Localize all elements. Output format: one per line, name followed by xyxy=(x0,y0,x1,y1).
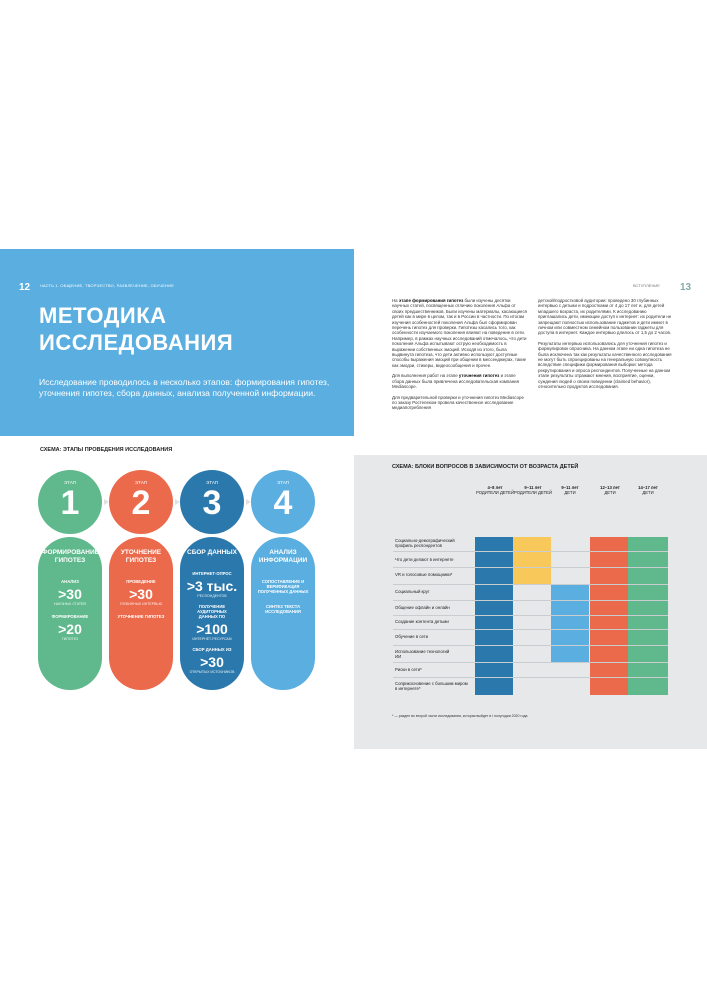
stage-2-metric-1-note: ГЛУБИННЫХ ИНТЕРВЬЮ xyxy=(119,602,163,606)
stage-4-metric-1-label: СОПОСТАВЛЕНИЕ И ВЕРИФИКАЦИЯ ПОЛУЧЕННЫХ ДАННЫХ xyxy=(257,579,309,594)
row-label: Риски в сети* xyxy=(395,667,422,672)
stage-2-metric-2-label: УТОЧНЕНИЕ ГИПОТЕЗ xyxy=(117,614,165,619)
stage-1-circle xyxy=(38,470,102,534)
row-label: Что дети делают в интернете xyxy=(395,557,454,562)
paragraph: Для предварительной проверки и уточнения гипотез Mediascope по заказу Ростелеком провела качественное исследование медиапотребления xyxy=(392,394,524,411)
stage-3-metric-3-label: СБОР ДАННЫХ ИЗ xyxy=(192,647,232,652)
column-header: 12–13 лет ДЕТИ xyxy=(600,485,620,495)
page-number-left: 12 xyxy=(19,282,31,293)
row-divider xyxy=(393,600,668,601)
row-label: Общение офлайн и онлайн xyxy=(395,605,450,610)
stage-1-label: ЭТАП xyxy=(63,480,77,485)
stage-3-number: 3 xyxy=(202,484,222,522)
stage-2-label: ЭТАП xyxy=(134,480,148,485)
stage-4-heading: АНАЛИЗ ИНФОРМАЦИИ xyxy=(258,549,308,564)
block-4-8-parents xyxy=(475,537,513,695)
scheme-stages-title: СХЕМА: ЭТАПЫ ПРОВЕДЕНИЯ ИССЛЕДОВАНИЯ xyxy=(40,447,173,453)
paragraph: детской/подростковой аудитории: проведено 30 глубинных интервью с детьми и подростками от 4 до 17 лет и, для детей младшего возраста, их родителями. К исследованию приглашались дети, имеющие доступ к интернет: их родители не запрещают полностью использование гаджетов и дети имеют в личном или совместном семейном пользовании гаджеты для доступа в интернет. Каждое интервью длилось от 1,5 до 2 часов. xyxy=(538,298,672,336)
stage-1-heading: ФОРМИРОВАНИЕ ГИПОТЕЗ xyxy=(42,549,100,564)
stage-2-number: 2 xyxy=(131,484,151,522)
row-divider xyxy=(393,615,668,616)
stage-3-metric-1-note: РЕСПОНДЕНТОВ xyxy=(197,594,227,598)
stage-3-label: ЭТАП xyxy=(205,480,219,485)
stage-1-number: 1 xyxy=(60,484,80,522)
footnote: * — раздел во второй части исследования, которая выйдет в I полугодии 2020 года xyxy=(392,714,528,718)
stage-4-metric-2-label: СИНТЕЗ ТЕКСТА ИССЛЕДОВАНИЯ xyxy=(265,604,301,614)
column-header: 9–11 лет ДЕТИ xyxy=(561,485,579,495)
block-12-13-children xyxy=(590,537,628,695)
row-label: Создание контента детьми xyxy=(395,619,449,624)
row-divider xyxy=(393,677,668,678)
row-label: Социально-демографический профиль респондентов xyxy=(395,538,455,548)
row-divider xyxy=(393,567,668,568)
scheme-age-blocks-title: СХЕМА: БЛОКИ ВОПРОСОВ В ЗАВИСИМОСТИ ОТ ВОЗРАСТА ДЕТЕЙ xyxy=(392,464,579,470)
paragraph: На этапе формирования гипотез были изучены десятки научных статей, посвященных отличию поколения Альфа от своих предшественников. Были изучены материалы, касающиеся детей как в мире в целом, так и в России в частности. По итогам изучения особенностей поколения Альфа был сформирован перечень гипотез для проверки. Гипотезы касались того, как особенности изучаемого поколения влияют на поведение в сети. Например, в рамках научных исследований отмечалось, что дети поколения Альфа испытывают острую необходимость в выражении собственных эмоций. Исходя из этого, была выдвинута гипотеза, что дети активно используют доступные способы выражения эмоций при общении в мессенджерах, такие как эмодзи, стикеры, видеосообщения и прочее. xyxy=(392,298,528,368)
row-label: VR и голосовые помощники* xyxy=(395,572,453,577)
stage-1-card xyxy=(38,537,102,690)
paragraph: Для выполнения работ на этапе уточнения гипотез и этапе сбора данных была привлечена исследовательская компания Mediascope. xyxy=(392,373,519,390)
section-title-left: ЧАСТЬ 1. ОБЩЕНИЕ, ТВОРЧЕСТВО, РАЗВЛЕЧЕНИЕ, ОБУЧЕНИЕ xyxy=(40,283,175,288)
section-title-right: ВСТУПЛЕНИЕ xyxy=(633,283,660,288)
row-label: Использование технологий ИИ xyxy=(395,649,450,659)
stage-1-metric-1-label: АНАЛИЗ xyxy=(61,579,79,584)
page-title-line2: ИССЛЕДОВАНИЯ xyxy=(39,330,234,355)
row-divider xyxy=(393,551,668,552)
row-divider xyxy=(393,629,668,630)
column-header: 14–17 лет ДЕТИ xyxy=(638,485,658,495)
paragraph: Результаты интервью использовались для уточнения гипотез и формулировок опросника. На данном этапе ни одна гипотеза не была исключена так как результаты качественного исследования не могут быть спроецированы на генеральную совокупность вследствие специфики формирования выборки: метода рекрутирования и опроса респондентов. Полученные на данном этапе результаты отражают мнения, восприятие, оценки, суждения людей о своем поведении (claimed behavior), относительно продуктов исследования. xyxy=(538,340,672,390)
stage-2-circle xyxy=(109,470,173,534)
stage-3-circle xyxy=(180,470,244,534)
column-header: 4–8 лет РОДИТЕЛИ ДЕТЕЙ xyxy=(476,485,514,495)
row-divider xyxy=(393,584,668,585)
stage-3-card xyxy=(180,537,244,690)
page-title xyxy=(39,302,339,356)
stage-2-card xyxy=(109,537,173,690)
stage-3-metric-2-note: ИНТЕРНЕТ-РЕСУРСАМ xyxy=(192,637,232,641)
row-divider xyxy=(393,662,668,663)
stage-1-metric-2-label: ФОРМИРОВАНИЕ xyxy=(51,614,89,619)
row-label: Социальный круг xyxy=(395,589,430,594)
row-label: Соприкосновение с большим миром в интернете* xyxy=(395,681,468,691)
block-9-11-parents xyxy=(513,537,551,584)
column-header: 9–11 лет РОДИТЕЛИ ДЕТЕЙ xyxy=(514,485,552,495)
page-title-line1: МЕТОДИКА xyxy=(39,303,167,328)
stage-3-heading: СБОР ДАННЫХ xyxy=(187,549,237,556)
stage-2-heading: УТОЧНЕНИЕ ГИПОТЕЗ xyxy=(120,549,162,564)
stage-1-metric-2-note: ГИПОТЕЗ xyxy=(61,637,79,641)
stage-3-metric-1-value: >3 тыс. xyxy=(186,578,238,594)
stage-1-metric-1-value: >30 xyxy=(58,586,82,602)
stage-4-circle xyxy=(251,470,315,534)
stage-3-metric-1-label: ИНТЕРНЕТ-ОПРОС xyxy=(192,571,232,576)
stage-3-metric-3-note: ОТКРЫТЫХ ИСТОЧНИКОВ xyxy=(189,670,235,674)
stage-3-metric-2-label: ПОЛУЧЕНИЕ АУДИТОРНЫХ ДАННЫХ ПО xyxy=(197,604,227,619)
intro-text: Исследование проводилось в несколько этапов: формирования гипотез, уточнения гипотез, сбора данных, анализа полученной информации. xyxy=(39,377,330,398)
row-label: Обучение в сети xyxy=(395,634,429,639)
stage-1-metric-2-value: >20 xyxy=(58,621,82,637)
stage-4-number: 4 xyxy=(273,484,293,522)
stage-3-metric-3-value: >30 xyxy=(200,654,224,670)
stage-3-metric-2-value: >100 xyxy=(196,621,228,637)
stage-1-metric-1-note: НАУЧНЫХ СТАТЕЙ xyxy=(54,602,86,606)
row-divider xyxy=(393,645,668,646)
page-number-right: 13 xyxy=(680,282,692,293)
text-column-1 xyxy=(392,298,528,416)
text-column-2 xyxy=(538,298,672,395)
block-9-11-children xyxy=(551,584,589,662)
block-14-17-children xyxy=(628,537,668,695)
stage-4-card xyxy=(251,537,315,690)
stage-4-label: ЭТАП xyxy=(276,480,290,485)
stage-2-metric-1-value: >30 xyxy=(129,586,153,602)
stage-2-metric-1-label: ПРОВЕДЕНИЕ xyxy=(126,579,156,584)
